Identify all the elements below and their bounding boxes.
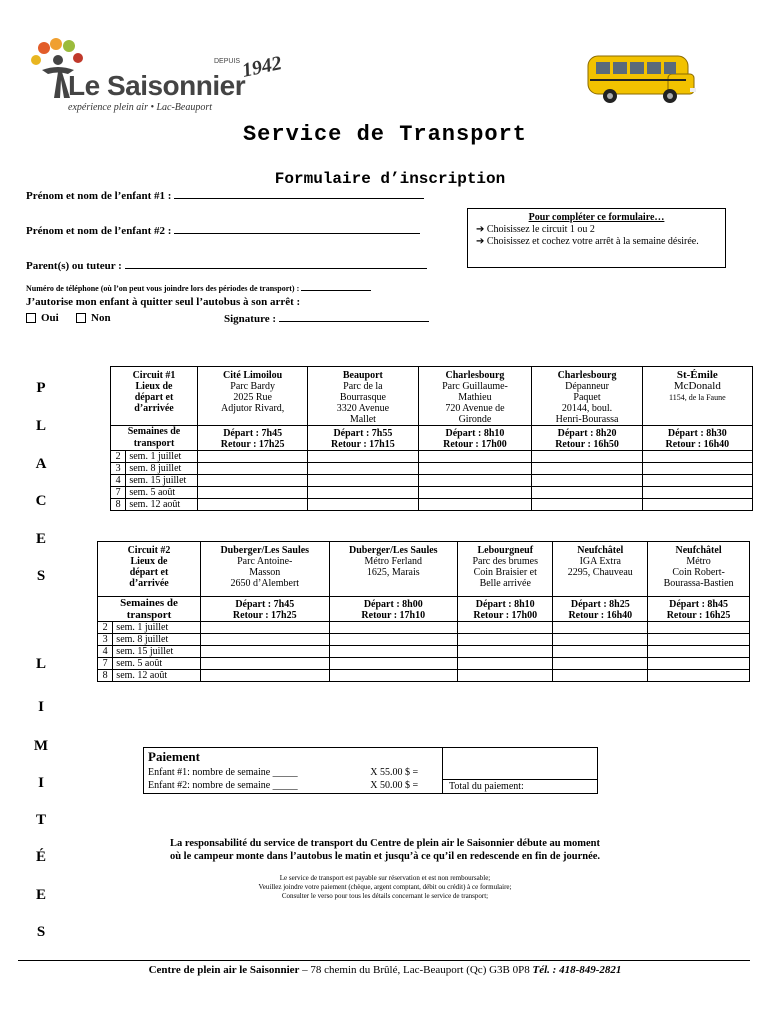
c1t0r: Retour : 17h25 [220, 439, 285, 450]
c2-stop-4[interactable] [648, 542, 750, 597]
c2t4d: Départ : 8h45 [669, 599, 728, 610]
c2-time-2 [458, 597, 553, 622]
option-non-label: Non [91, 312, 111, 324]
paiement-cell-1 [443, 766, 598, 779]
week-checkbox-cell[interactable] [418, 499, 532, 511]
week-checkbox-cell[interactable] [329, 622, 458, 634]
note-2: Consulter le verso pour tous les détails concernant le service de transport; [281, 892, 489, 900]
c2t1d: Départ : 8h00 [363, 599, 423, 610]
paiement-enfant1: Enfant #1: nombre de semaine _____ [148, 767, 298, 778]
c2-stop-1-name: Duberger/Les Saules [348, 545, 438, 556]
week-checkbox-cell[interactable] [308, 487, 418, 499]
c1-head-l0: Circuit #1 [132, 370, 176, 381]
c2-semaines: Semaines de transport [98, 597, 201, 622]
week-checkbox-cell[interactable] [418, 487, 532, 499]
c1t1d: Départ : 7h55 [333, 428, 393, 439]
c1t2r: Retour : 17h00 [443, 439, 507, 450]
week-checkbox-cell[interactable] [198, 463, 308, 475]
week-checkbox-cell[interactable] [648, 646, 750, 658]
week-checkbox-cell[interactable] [198, 451, 308, 463]
c2t4r: Retour : 16h25 [666, 610, 731, 621]
paiement-prix1: X 55.00 $ = [369, 766, 442, 779]
c1-time-2 [418, 426, 532, 451]
c1-stop-0-name: Cité Limoilou [223, 370, 283, 381]
vertical-letter: M [33, 738, 49, 754]
week-checkbox-cell[interactable] [648, 634, 750, 646]
week-checkbox-cell[interactable] [648, 670, 750, 682]
option-oui[interactable] [26, 312, 59, 324]
field-enfant1-label: Prénom et nom de l’enfant #1 : [26, 190, 172, 202]
paiement-total: Total du paiement: [443, 779, 598, 793]
c1s3l0: Dépanneur [565, 381, 609, 392]
c2-stop-0[interactable] [201, 542, 330, 597]
logo [28, 36, 288, 116]
c2s0l1: Masson [249, 567, 281, 578]
vertical-letter: C [35, 493, 47, 509]
week-checkbox-cell[interactable] [642, 499, 752, 511]
instructions-line2-text: Choisissez et cochez votre arrêt à la semaine désirée. [486, 236, 699, 247]
c2s2l2: Belle arrivée [479, 578, 531, 589]
week-checkbox-cell[interactable] [458, 634, 553, 646]
c2t3r: Retour : 16h40 [568, 610, 633, 621]
field-enfant2[interactable] [26, 224, 420, 237]
week-checkbox-cell[interactable] [642, 487, 752, 499]
c2-time-4 [648, 597, 750, 622]
week-label: sem. 8 juillet [126, 463, 198, 475]
week-checkbox-cell[interactable] [553, 670, 648, 682]
footer [0, 964, 770, 976]
week-row[interactable] [111, 487, 753, 499]
circuit1-table [110, 366, 753, 511]
week-row[interactable] [98, 670, 750, 682]
week-checkbox-cell[interactable] [642, 463, 752, 475]
c1t1r: Retour : 17h15 [331, 439, 395, 450]
week-checkbox-cell[interactable] [642, 451, 752, 463]
c1t4r: Retour : 16h40 [665, 439, 730, 450]
c2s0l0: Parc Antoine- [237, 556, 293, 567]
week-label: sem. 15 juillet [126, 475, 198, 487]
vertical-letter: L [35, 656, 46, 672]
c1s3l3: Henri-Bourassa [555, 414, 619, 425]
c1s1l0: Parc de la [343, 381, 383, 392]
week-number: 8 [111, 499, 126, 511]
week-row[interactable] [111, 475, 753, 487]
paiement-table [143, 747, 598, 794]
c1s1l3: Mallet [349, 414, 376, 425]
c2-head-l0: Circuit #2 [127, 545, 171, 556]
c1s4l0: McDonald [673, 380, 721, 392]
c1-stop-1-name: Beauport [342, 370, 383, 381]
week-number: 4 [98, 646, 113, 658]
week-checkbox-cell[interactable] [648, 658, 750, 670]
week-checkbox-cell[interactable] [201, 658, 330, 670]
week-row[interactable] [98, 634, 750, 646]
vertical-letter: E [35, 531, 46, 547]
c2-stop-4-name: Neufchâtel [675, 545, 722, 556]
c2s4l0: Métro [686, 556, 711, 567]
week-checkbox-cell[interactable] [201, 622, 330, 634]
c1s0l1: 2025 Rue [233, 392, 272, 403]
arrow-right-icon: ➔ [476, 224, 485, 235]
week-checkbox-cell[interactable] [418, 451, 532, 463]
week-row[interactable] [111, 499, 753, 511]
week-checkbox-cell[interactable] [308, 451, 418, 463]
field-telephone-label: Numéro de téléphone (où l’on peut vous joindre lors des périodes de transport) : [26, 284, 300, 293]
week-number: 2 [98, 622, 113, 634]
c1s3l1: Paquet [573, 392, 601, 403]
c2t0d: Départ : 7h45 [235, 599, 295, 610]
c1t0d: Départ : 7h45 [223, 428, 283, 439]
week-number: 4 [111, 475, 126, 487]
week-checkbox-cell[interactable] [418, 475, 532, 487]
vertical-letter: É [35, 849, 46, 865]
vertical-letter: A [35, 456, 47, 472]
c2t3d: Départ : 8h25 [570, 599, 630, 610]
week-checkbox-cell[interactable] [329, 646, 458, 658]
paiement-title: Paiement [144, 748, 443, 767]
week-checkbox-cell[interactable] [553, 646, 648, 658]
c2s2l1: Coin Braisier et [473, 567, 537, 578]
c2s1l0: Métro Ferland [364, 556, 423, 567]
week-checkbox-cell[interactable] [553, 658, 648, 670]
notes [0, 874, 770, 901]
c1-stop-3-name: Charlesbourg [557, 370, 617, 381]
week-label: sem. 12 août [126, 499, 198, 511]
field-enfant2-label: Prénom et nom de l’enfant #2 : [26, 225, 172, 237]
c1-stop-2[interactable] [418, 367, 532, 426]
week-row[interactable] [98, 646, 750, 658]
c1-head-l1: Lieux de [135, 381, 173, 392]
vertical-letter: S [36, 568, 46, 584]
c2t0r: Retour : 17h25 [232, 610, 297, 621]
c1t4d: Départ : 8h30 [667, 428, 727, 439]
field-parent[interactable] [26, 259, 427, 272]
instructions-line2 [468, 236, 725, 248]
c2-stop-3[interactable] [553, 542, 648, 597]
c1t2d: Départ : 8h10 [445, 428, 505, 439]
week-checkbox-cell[interactable] [201, 646, 330, 658]
week-label: sem. 12 août [113, 670, 201, 682]
option-oui-label: Oui [41, 312, 59, 324]
c1s2l0: Parc Guillaume- [442, 381, 508, 392]
logo-tagline: expérience plein air • Lac-Beauport [68, 102, 213, 113]
c2-head-l3: d’arrivée [129, 578, 169, 589]
circuit2-table [97, 541, 750, 682]
week-checkbox-cell[interactable] [308, 475, 418, 487]
c2s3l0: IGA Extra [579, 556, 621, 567]
week-checkbox-cell[interactable] [458, 670, 553, 682]
vertical-letter: P [36, 380, 46, 396]
c1-time-0 [198, 426, 308, 451]
week-checkbox-cell[interactable] [458, 658, 553, 670]
week-checkbox-cell[interactable] [532, 487, 642, 499]
checkbox-non[interactable] [76, 313, 86, 323]
c1-stop-2-name: Charlesbourg [445, 370, 505, 381]
responsabilite-line1: La responsabilité du service de transport du Centre de plein air le Saisonnier débute au moment [169, 838, 601, 849]
field-telephone[interactable] [26, 281, 371, 293]
circuit2-head [98, 542, 201, 597]
week-checkbox-cell[interactable] [532, 463, 642, 475]
c2s0l2: 2650 d’Alembert [230, 578, 300, 589]
c1t3d: Départ : 8h20 [557, 428, 617, 439]
c2-head-l1: Lieux de [130, 556, 168, 567]
c2-stop-1[interactable] [329, 542, 458, 597]
c1s2l3: Gironde [458, 414, 492, 425]
week-checkbox-cell[interactable] [198, 475, 308, 487]
week-number: 3 [111, 463, 126, 475]
checkbox-oui[interactable] [26, 313, 36, 323]
circuit1-head [111, 367, 198, 426]
c1s1l2: 3320 Avenue [336, 403, 390, 414]
vertical-letter: S [36, 924, 46, 940]
c2-time-3 [553, 597, 648, 622]
c1-head-l3: d’arrivée [134, 403, 174, 414]
vertical-letter: T [35, 812, 46, 828]
week-checkbox-cell[interactable] [553, 634, 648, 646]
week-row[interactable] [111, 463, 753, 475]
week-checkbox-cell[interactable] [201, 670, 330, 682]
c2-head-l2: départ et [129, 567, 169, 578]
week-row[interactable] [98, 622, 750, 634]
c2s1l1: 1625, Marais [366, 567, 420, 578]
c2s4l1: Coin Robert- [672, 567, 725, 578]
vertical-letter: I [38, 699, 44, 715]
c2s2l0: Parc des brumes [472, 556, 539, 567]
c1s1l1: Bourrasque [339, 392, 386, 403]
paiement-enfant2: Enfant #2: nombre de semaine _____ [148, 780, 298, 792]
c1s3l2: 20144, boul. [561, 403, 613, 414]
c1-time-3 [532, 426, 642, 451]
week-row[interactable] [98, 658, 750, 670]
field-enfant1[interactable] [26, 189, 424, 202]
page-title: Service de Transport [242, 122, 528, 147]
week-row[interactable] [111, 451, 753, 463]
c1-stop-0[interactable] [198, 367, 308, 426]
c2t1r: Retour : 17h10 [361, 610, 426, 621]
c1s2l1: Mathieu [458, 392, 492, 403]
instructions-box [467, 208, 726, 268]
autorise-label: J’autorise mon enfant à quitter seul l’autobus à son arrêt : [26, 296, 301, 308]
c2-time-0 [201, 597, 330, 622]
week-number: 7 [111, 487, 126, 499]
logo-year: 1942 [240, 52, 284, 82]
c2s3l1: 2295, Chauveau [567, 567, 633, 578]
footer-tel: Tél. : 418-849-2821 [532, 964, 622, 976]
footer-divider [18, 960, 750, 961]
vertical-letter: I [38, 775, 44, 791]
c1s0l0: Parc Bardy [230, 381, 275, 392]
week-label: sem. 1 juillet [126, 451, 198, 463]
c2t2r: Retour : 17h00 [473, 610, 538, 621]
instructions-title: Pour compléter ce formulaire… [528, 212, 665, 223]
week-checkbox-cell[interactable] [329, 634, 458, 646]
c1s2l2: 720 Avenue de [445, 403, 505, 414]
week-number: 3 [98, 634, 113, 646]
week-label: sem. 5 août [126, 487, 198, 499]
week-number: 8 [98, 670, 113, 682]
week-checkbox-cell[interactable] [458, 622, 553, 634]
week-checkbox-cell[interactable] [648, 622, 750, 634]
week-label: sem. 5 août [113, 658, 201, 670]
note-0: Le service de transport est payable sur réservation et est non remboursable; [279, 874, 491, 882]
instructions-line1 [468, 224, 725, 236]
c2-stop-2[interactable] [458, 542, 553, 597]
arrow-right-icon: ➔ [476, 236, 485, 247]
week-checkbox-cell[interactable] [308, 463, 418, 475]
logo-name: Le Saisonnier [68, 70, 246, 101]
week-label: sem. 15 juillet [113, 646, 201, 658]
c2s4l2: Bourassa-Bastien [663, 578, 734, 589]
c1-stop-3[interactable] [532, 367, 642, 426]
c2-stop-2-name: Lebourgneuf [477, 545, 534, 556]
c2-stop-3-name: Neufchâtel [577, 545, 624, 556]
week-checkbox-cell[interactable] [198, 487, 308, 499]
week-checkbox-cell[interactable] [532, 475, 642, 487]
option-non[interactable] [76, 312, 111, 324]
week-checkbox-cell[interactable] [553, 622, 648, 634]
c1t3r: Retour : 16h50 [555, 439, 619, 450]
week-checkbox-cell[interactable] [329, 670, 458, 682]
week-checkbox-cell[interactable] [308, 499, 418, 511]
week-checkbox-cell[interactable] [532, 451, 642, 463]
responsabilite [0, 837, 770, 863]
field-parent-label: Parent(s) ou tuteur : [26, 260, 122, 272]
c1-head-l2: départ et [134, 392, 174, 403]
c1-stop-4-name: St-Émile [676, 369, 718, 381]
note-1: Veuillez joindre votre paiement (chèque, argent comptant, débit ou crédit) à ce formulaire; [258, 883, 512, 891]
school-bus-icon [582, 52, 702, 108]
field-signature-label: Signature : [224, 313, 277, 325]
field-signature[interactable] [224, 312, 429, 325]
c1-time-1 [308, 426, 418, 451]
week-checkbox-cell[interactable] [532, 499, 642, 511]
footer-address: – 78 chemin du Brûlé, Lac-Beauport (Qc) G3B 0P8 [299, 964, 533, 976]
c1-time-4 [642, 426, 752, 451]
c1s4l1: 1154, de la Faune [669, 393, 726, 402]
week-label: sem. 1 juillet [113, 622, 201, 634]
c2-stop-0-name: Duberger/Les Saules [220, 545, 310, 556]
instructions-line1-text: Choisissez le circuit 1 ou 2 [486, 224, 595, 235]
c1s0l2: Adjutor Rivard, [220, 403, 285, 414]
c1-semaines: Semaines de transport [111, 426, 198, 451]
vertical-letter: E [35, 887, 46, 903]
logo-depuis: DEPUIS [214, 58, 241, 65]
c2t2d: Départ : 8h10 [475, 599, 535, 610]
week-checkbox-cell[interactable] [198, 499, 308, 511]
vertical-letter: L [35, 418, 46, 434]
c1-stop-4[interactable] [642, 367, 752, 426]
week-checkbox-cell[interactable] [458, 646, 553, 658]
week-label: sem. 8 juillet [113, 634, 201, 646]
c1-stop-1[interactable] [308, 367, 418, 426]
c2-time-1 [329, 597, 458, 622]
footer-name: Centre de plein air le Saisonnier [148, 964, 300, 976]
week-checkbox-cell[interactable] [642, 475, 752, 487]
week-checkbox-cell[interactable] [418, 463, 532, 475]
week-number: 7 [98, 658, 113, 670]
paiement-prix2: X 50.00 $ = [369, 779, 442, 793]
week-checkbox-cell[interactable] [201, 634, 330, 646]
responsabilite-line2: où le campeur monte dans l’autobus le matin et jusqu’à ce qu’il en redescende en fin de journée. [169, 851, 601, 862]
page-subtitle: Formulaire d’inscription [274, 170, 506, 188]
week-number: 2 [111, 451, 126, 463]
week-checkbox-cell[interactable] [329, 658, 458, 670]
